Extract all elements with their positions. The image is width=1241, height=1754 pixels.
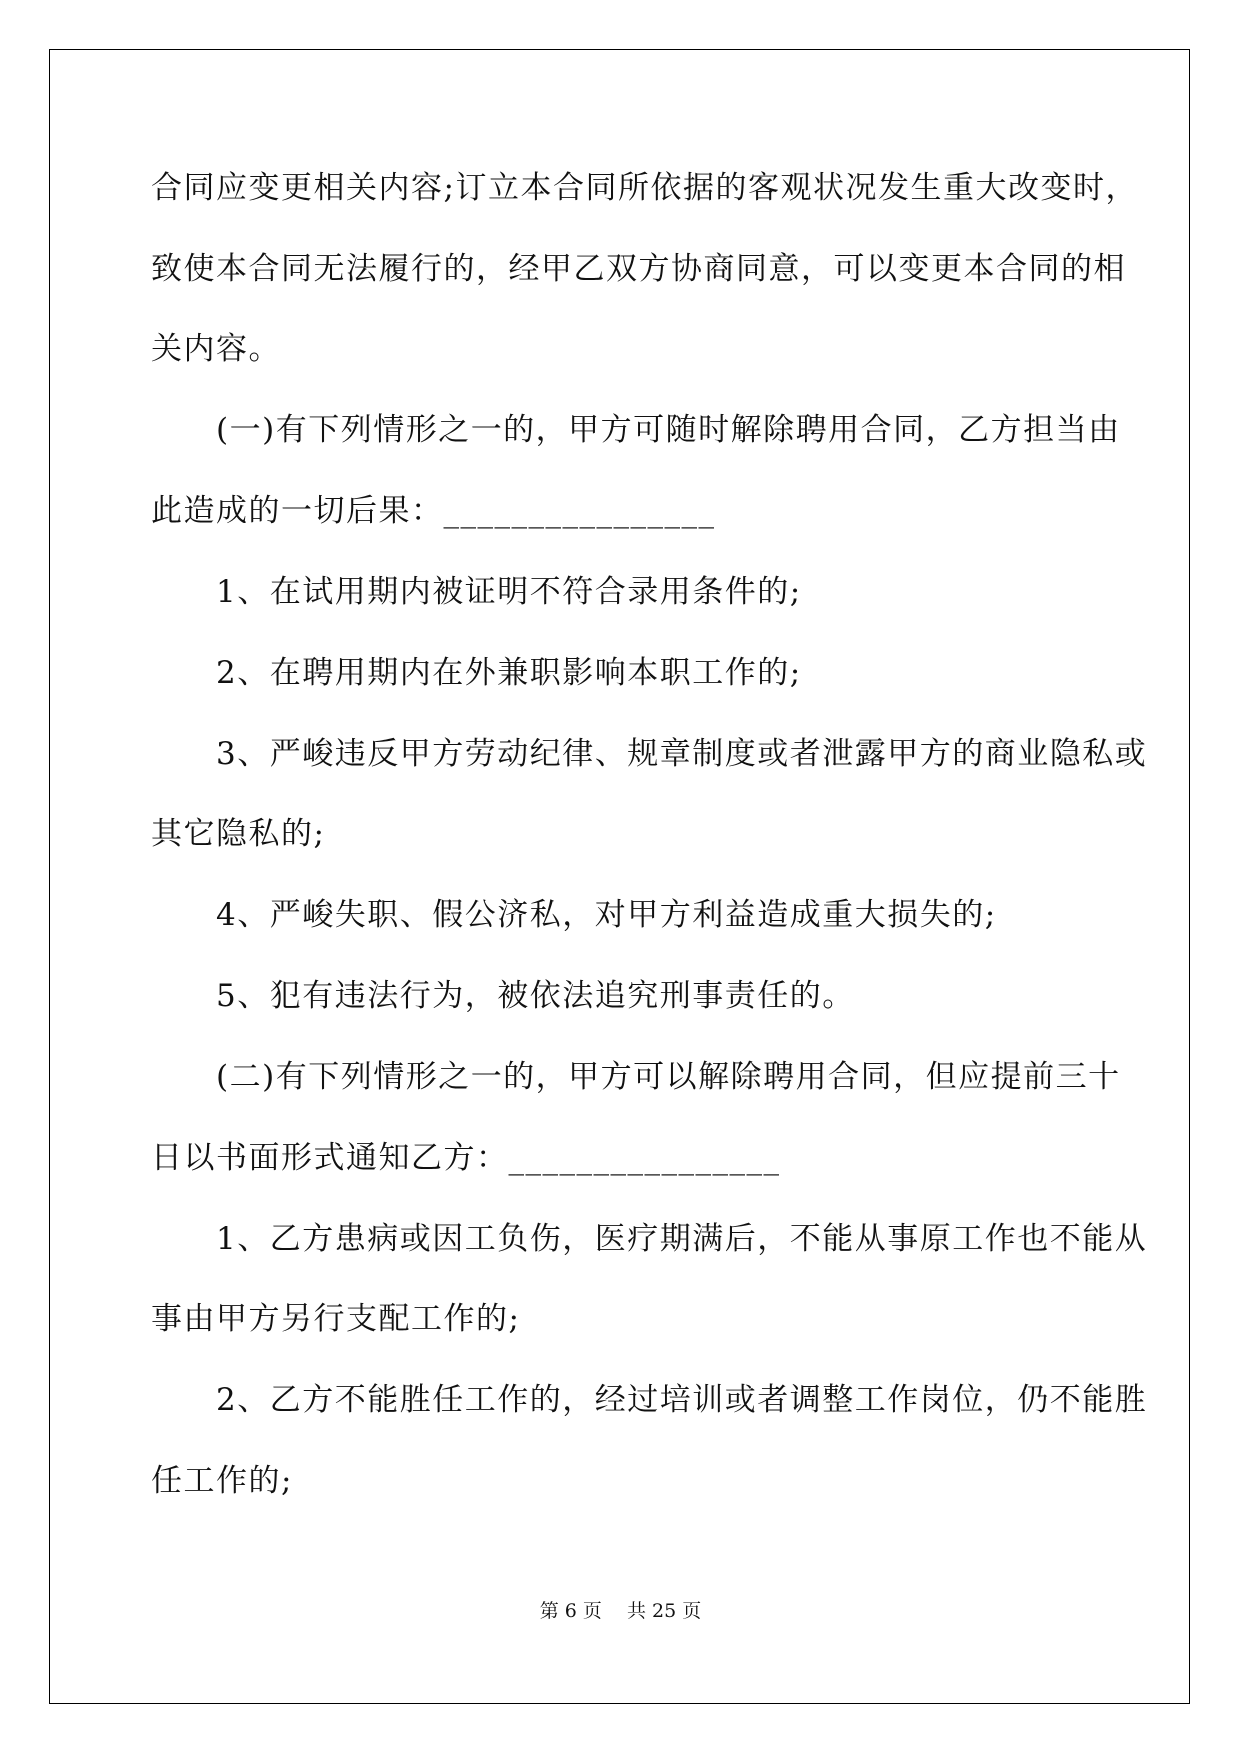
page-border <box>49 49 1190 1704</box>
text-line: 任工作的; <box>151 1463 293 1499</box>
page-number-footer: 第 6 页 共 25 页 <box>539 1600 702 1622</box>
text-line: 1、在试用期内被证明不符合录用条件的; <box>151 574 802 610</box>
text-line: 关内容。 <box>151 331 281 367</box>
text-line: 5、犯有违法行为，被依法追究刑事责任的。 <box>151 978 855 1014</box>
text-line: 日以书面形式通知乙方：________________ <box>151 1140 781 1176</box>
text-line: 2、在聘用期内在外兼职影响本职工作的; <box>151 655 802 691</box>
text-line: 此造成的一切后果：________________ <box>151 493 716 529</box>
text-line: 3、严峻违反甲方劳动纪律、规章制度或者泄露甲方的商业隐私或 <box>151 736 1148 772</box>
text-line: 致使本合同无法履行的，经甲乙双方协商同意，可以变更本合同的相 <box>151 251 1126 287</box>
text-line: 4、严峻失职、假公济私，对甲方利益造成重大损失的; <box>151 897 997 933</box>
text-line: 合同应变更相关内容;订立本合同所依据的客观状况发生重大改变时， <box>151 170 1138 206</box>
text-line: 其它隐私的; <box>151 816 326 852</box>
text-line: 1、乙方患病或因工负伤，医疗期满后，不能从事原工作也不能从 <box>151 1221 1148 1257</box>
text-line: 事由甲方另行支配工作的; <box>151 1301 521 1337</box>
text-line: (一)有下列情形之一的，甲方可随时解除聘用合同，乙方担当由 <box>151 412 1121 448</box>
text-line: (二)有下列情形之一的，甲方可以解除聘用合同，但应提前三十 <box>151 1059 1121 1095</box>
text-line: 2、乙方不能胜任工作的，经过培训或者调整工作岗位，仍不能胜 <box>151 1382 1148 1418</box>
